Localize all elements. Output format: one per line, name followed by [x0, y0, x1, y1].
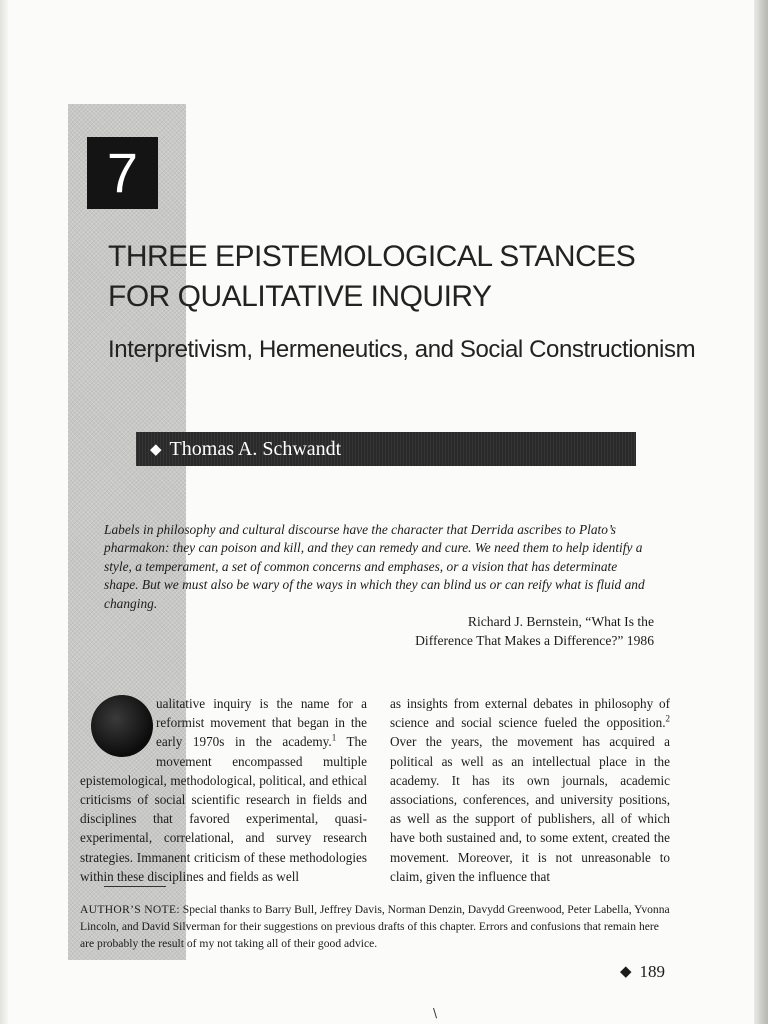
body-text-right-2: Over the years, the movement has acquired a political as well as an intellectual place in the academy. It has its own journals, academic associations, conferences, and university positions, as well as the support of publishers, all of which have both sustained and, to some extent, created the movement. Moreover, it is not unreasonable to claim, given the influence that	[390, 734, 670, 884]
epigraph-quote: Labels in philosophy and cultural discourse have the character that Derrida ascribes to Plato’s pharmakon: they can poison and kill, and they can remedy and cure. We need them to help identify a style, a temperament, a set of common concerns and emphases, or a vision that has determinate shape. But we must also be wary of the ways in which they can blind us or can reify what is fluid and changing.	[104, 522, 645, 611]
drop-cap-circle-icon	[91, 695, 153, 757]
scan-mark: \	[433, 1006, 438, 1020]
body-text-left-1: ualitative inquiry is the name for a reformist movement that began in the early 1970s in the academy.	[156, 696, 367, 750]
author-note-text: Special thanks to Barry Bull, Jeffrey Davis, Norman Denzin, Davydd Greenwood, Peter Labella, Yvonna Lincoln, and David Silverman for their suggestions on previous drafts of this chapter. Errors and confusions that remain here are probably the result of my not taking all of their good advice.	[80, 903, 670, 950]
diamond-icon: ◆	[620, 964, 632, 980]
author-bar	[136, 432, 636, 466]
scan-left-edge	[0, 0, 8, 1024]
author-note-label: AUTHOR’S NOTE:	[80, 903, 180, 916]
author-name: Thomas A. Schwandt	[169, 438, 342, 460]
scan-right-edge	[754, 0, 768, 1024]
body-text-left-2: The movement encompassed multiple epistemological, methodological, political, and ethical criticisms of social scientific research in fields and disciplines that favored experimental, quasi-experimental, correlational, and survey research strategies. Immanent criticism of these methodologies within these disciplines and fields as well	[80, 734, 368, 884]
chapter-title-line-1: THREE EPISTEMOLOGICAL STANCES	[108, 240, 636, 273]
attribution-line-2: Difference That Makes a Difference?” 1986	[415, 633, 654, 648]
attribution-line-1: Richard J. Bernstein, “What Is the	[467, 614, 654, 629]
chapter-title-line-2: FOR QUALITATIVE INQUIRY	[108, 280, 492, 313]
chapter-number: 7	[87, 137, 158, 209]
chapter-subtitle: Interpretivism, Hermeneutics, and Social Constructionism	[108, 336, 696, 363]
epigraph-attribution	[380, 612, 654, 650]
body-text-right-1: as insights from external debates in philosophy of science and social science fueled the opposition.	[390, 696, 670, 731]
footnote-ref-1[interactable]: 1	[331, 733, 337, 744]
body-column-right	[390, 694, 670, 886]
diamond-icon: ◆	[150, 442, 162, 458]
page-number-value: 189	[639, 962, 666, 981]
page-number	[620, 962, 665, 982]
footnote-ref-2[interactable]: 2	[665, 713, 670, 724]
author-note-rule	[104, 886, 166, 887]
author-note	[80, 902, 672, 952]
